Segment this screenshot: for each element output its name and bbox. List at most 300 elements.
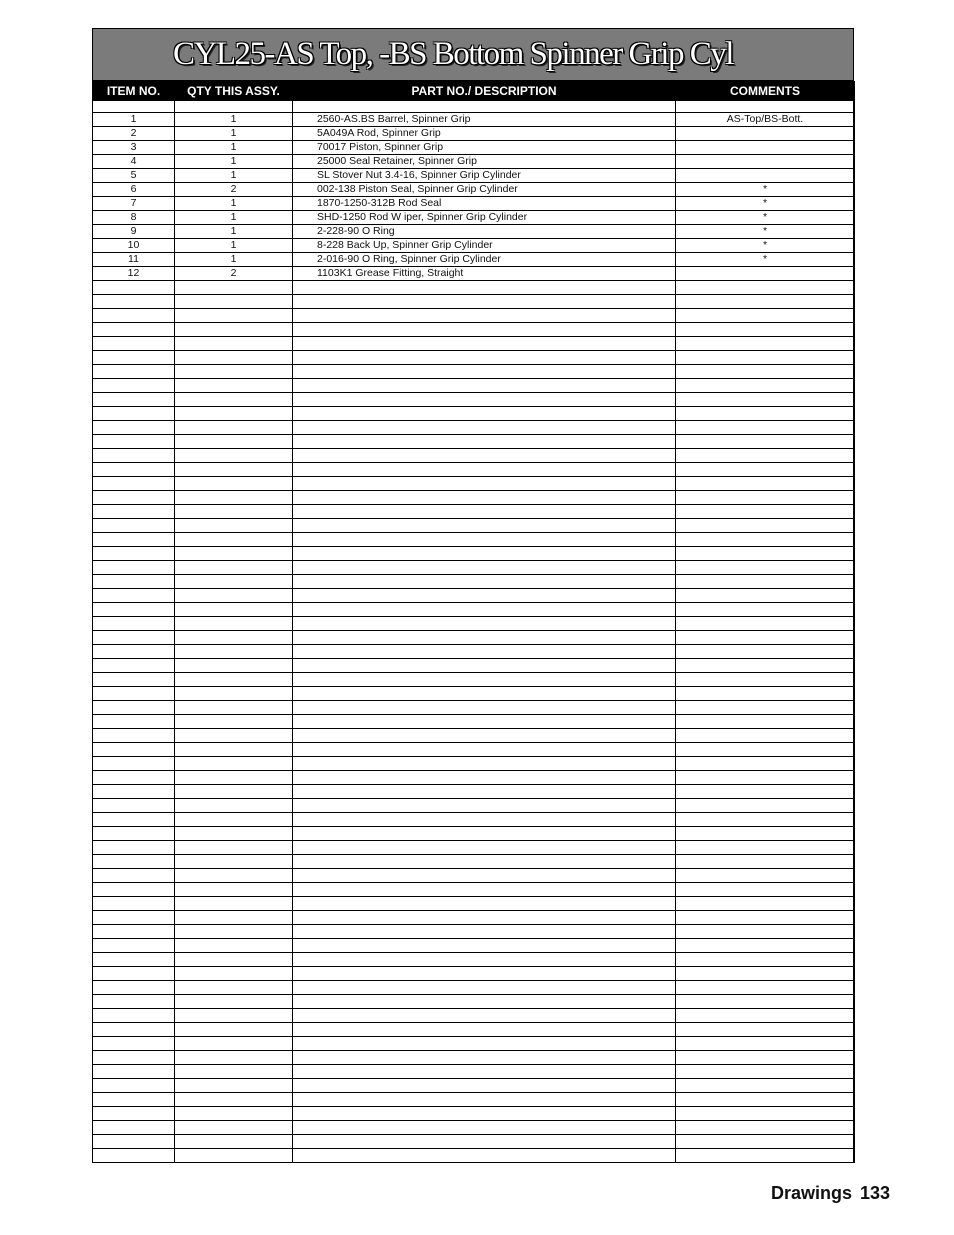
empty-cell: [293, 715, 676, 729]
empty-cell: [93, 869, 175, 883]
parts-list-sheet: [92, 28, 854, 1163]
empty-cell: [676, 519, 855, 533]
footer-section: Drawings: [771, 1183, 853, 1203]
cell-item-no: 5: [93, 169, 175, 183]
cell-item-no: 2: [93, 127, 175, 141]
empty-cell: [293, 855, 676, 869]
cell-part-description: 5A049A Rod, Spinner Grip: [293, 127, 676, 141]
empty-cell: [676, 1121, 855, 1135]
empty-cell: [293, 785, 676, 799]
empty-cell: [93, 617, 175, 631]
empty-cell: [93, 715, 175, 729]
empty-cell: [93, 1037, 175, 1051]
empty-cell: [676, 463, 855, 477]
cell-part-description: 1103K1 Grease Fitting, Straight: [293, 267, 676, 281]
cell-item-no: 11: [93, 253, 175, 267]
empty-cell: [175, 743, 293, 757]
empty-cell: [175, 1121, 293, 1135]
cell-comment: [676, 169, 855, 183]
empty-cell: [676, 1065, 855, 1079]
empty-cell: [676, 477, 855, 491]
empty-table-row: [93, 463, 855, 477]
cell-qty: 1: [175, 141, 293, 155]
empty-cell: [93, 1079, 175, 1093]
empty-table-row: [93, 407, 855, 421]
empty-cell: [676, 449, 855, 463]
table-row: [93, 127, 855, 141]
cell-item-no: 6: [93, 183, 175, 197]
empty-cell: [93, 1107, 175, 1121]
empty-table-row: [93, 337, 855, 351]
cell-item-no: 9: [93, 225, 175, 239]
empty-cell: [175, 295, 293, 309]
empty-cell: [175, 365, 293, 379]
empty-table-row: [93, 1079, 855, 1093]
empty-table-row: [93, 1121, 855, 1135]
empty-cell: [175, 981, 293, 995]
empty-cell: [93, 393, 175, 407]
empty-table-row: [93, 1037, 855, 1051]
empty-cell: [93, 925, 175, 939]
cell-qty: 1: [175, 127, 293, 141]
empty-cell: [93, 295, 175, 309]
empty-cell: [175, 813, 293, 827]
empty-cell: [175, 729, 293, 743]
empty-cell: [175, 393, 293, 407]
empty-table-row: [93, 365, 855, 379]
page-footer: [771, 1183, 890, 1204]
empty-cell: [175, 687, 293, 701]
empty-cell: [293, 911, 676, 925]
empty-cell: [93, 995, 175, 1009]
empty-cell: [175, 701, 293, 715]
empty-cell: [93, 407, 175, 421]
empty-cell: [293, 995, 676, 1009]
cell-item-no: 4: [93, 155, 175, 169]
empty-cell: [93, 519, 175, 533]
empty-cell: [93, 687, 175, 701]
cell-comment: [676, 127, 855, 141]
table-header-row: [93, 82, 855, 101]
empty-cell: [93, 729, 175, 743]
empty-cell: [175, 519, 293, 533]
empty-table-row: [93, 771, 855, 785]
empty-cell: [93, 855, 175, 869]
empty-cell: [293, 939, 676, 953]
empty-cell: [93, 365, 175, 379]
empty-cell: [175, 939, 293, 953]
empty-cell: [293, 1065, 676, 1079]
empty-table-row: [93, 897, 855, 911]
empty-table-row: [93, 617, 855, 631]
empty-table-row: [93, 939, 855, 953]
empty-cell: [93, 785, 175, 799]
empty-cell: [293, 1149, 676, 1163]
empty-cell: [93, 533, 175, 547]
empty-cell: [293, 351, 676, 365]
empty-cell: [676, 631, 855, 645]
empty-table-row: [93, 687, 855, 701]
empty-cell: [676, 365, 855, 379]
empty-cell: [293, 617, 676, 631]
empty-cell: [93, 435, 175, 449]
empty-cell: [676, 505, 855, 519]
cell-qty: 2: [175, 267, 293, 281]
empty-cell: [293, 477, 676, 491]
empty-table-row: [93, 561, 855, 575]
empty-table-row: [93, 1009, 855, 1023]
empty-cell: [93, 827, 175, 841]
empty-cell: [676, 785, 855, 799]
empty-cell: [676, 743, 855, 757]
empty-cell: [93, 897, 175, 911]
empty-cell: [293, 1023, 676, 1037]
empty-cell: [293, 449, 676, 463]
column-header-item-no: ITEM NO.: [93, 82, 175, 101]
cell-qty: 1: [175, 253, 293, 267]
empty-cell: [175, 323, 293, 337]
empty-cell: [175, 281, 293, 295]
empty-cell: [293, 841, 676, 855]
empty-cell: [93, 757, 175, 771]
empty-cell: [175, 771, 293, 785]
empty-cell: [93, 631, 175, 645]
empty-cell: [93, 589, 175, 603]
empty-cell: [293, 827, 676, 841]
empty-cell: [93, 645, 175, 659]
empty-table-row: [93, 841, 855, 855]
empty-table-row: [93, 785, 855, 799]
empty-cell: [676, 1149, 855, 1163]
empty-cell: [676, 673, 855, 687]
empty-cell: [175, 1009, 293, 1023]
empty-cell: [676, 1009, 855, 1023]
empty-cell: [93, 967, 175, 981]
empty-cell: [293, 295, 676, 309]
cell-qty: 1: [175, 113, 293, 127]
empty-table-row: [93, 393, 855, 407]
empty-cell: [175, 869, 293, 883]
empty-cell: [175, 449, 293, 463]
cell-qty: 1: [175, 225, 293, 239]
empty-table-row: [93, 295, 855, 309]
empty-cell: [293, 659, 676, 673]
cell-part-description: 8-228 Back Up, Spinner Grip Cylinder: [293, 239, 676, 253]
empty-cell: [93, 547, 175, 561]
empty-table-row: [93, 491, 855, 505]
empty-cell: [676, 827, 855, 841]
empty-table-row: [93, 1149, 855, 1163]
empty-cell: [93, 1149, 175, 1163]
cell-qty: 1: [175, 169, 293, 183]
empty-cell: [93, 323, 175, 337]
empty-cell: [93, 701, 175, 715]
empty-cell: [676, 645, 855, 659]
empty-cell: [676, 925, 855, 939]
empty-cell: [676, 379, 855, 393]
table-row: [93, 225, 855, 239]
empty-table-row: [93, 911, 855, 925]
empty-cell: [676, 491, 855, 505]
empty-cell: [676, 533, 855, 547]
cell-comment: *: [676, 239, 855, 253]
empty-cell: [293, 701, 676, 715]
empty-cell: [93, 309, 175, 323]
empty-table-row: [93, 925, 855, 939]
empty-cell: [93, 603, 175, 617]
cell-part-description: 1870-1250-312B Rod Seal: [293, 197, 676, 211]
empty-cell: [293, 953, 676, 967]
empty-cell: [676, 897, 855, 911]
empty-table-row: [93, 1065, 855, 1079]
empty-table-row: [93, 967, 855, 981]
empty-cell: [293, 631, 676, 645]
empty-cell: [293, 883, 676, 897]
cell-qty: 1: [175, 211, 293, 225]
empty-cell: [293, 869, 676, 883]
empty-table-row: [93, 421, 855, 435]
empty-table-row: [93, 281, 855, 295]
empty-cell: [93, 953, 175, 967]
empty-cell: [293, 435, 676, 449]
empty-table-row: [93, 855, 855, 869]
empty-cell: [676, 295, 855, 309]
empty-cell: [293, 365, 676, 379]
empty-cell: [676, 813, 855, 827]
empty-table-row: [93, 757, 855, 771]
cell-qty: 2: [175, 183, 293, 197]
empty-cell: [676, 1051, 855, 1065]
empty-cell: [93, 561, 175, 575]
empty-cell: [175, 757, 293, 771]
empty-cell: [175, 505, 293, 519]
empty-table-row: [93, 309, 855, 323]
empty-cell: [93, 1023, 175, 1037]
empty-table-row: [93, 435, 855, 449]
empty-cell: [175, 827, 293, 841]
empty-cell: [293, 1135, 676, 1149]
empty-cell: [175, 799, 293, 813]
empty-cell: [293, 967, 676, 981]
empty-cell: [93, 883, 175, 897]
empty-cell: [175, 547, 293, 561]
empty-cell: [175, 715, 293, 729]
empty-cell: [293, 407, 676, 421]
column-header-part: PART NO./ DESCRIPTION: [293, 82, 676, 101]
empty-cell: [293, 1009, 676, 1023]
empty-cell: [293, 547, 676, 561]
empty-table-row: [93, 883, 855, 897]
table-row: [93, 169, 855, 183]
empty-table-row: [93, 1135, 855, 1149]
cell-part-description: 2560-AS.BS Barrel, Spinner Grip: [293, 113, 676, 127]
empty-cell: [93, 463, 175, 477]
empty-table-row: [93, 799, 855, 813]
empty-cell: [676, 309, 855, 323]
empty-cell: [293, 603, 676, 617]
empty-cell: [676, 967, 855, 981]
cell-part-description: 70017 Piston, Spinner Grip: [293, 141, 676, 155]
empty-cell: [175, 617, 293, 631]
empty-cell: [175, 379, 293, 393]
empty-cell: [93, 799, 175, 813]
empty-table-row: [93, 575, 855, 589]
empty-cell: [293, 589, 676, 603]
empty-cell: [293, 1037, 676, 1051]
table-row: [93, 113, 855, 127]
empty-table-row: [93, 631, 855, 645]
empty-cell: [175, 1051, 293, 1065]
cell-part-description: 2-228-90 O Ring: [293, 225, 676, 239]
cell-comment: *: [676, 225, 855, 239]
table-row: [93, 197, 855, 211]
empty-cell: [676, 575, 855, 589]
empty-cell: [293, 729, 676, 743]
empty-cell: [175, 1135, 293, 1149]
empty-cell: [293, 813, 676, 827]
empty-cell: [293, 799, 676, 813]
empty-table-row: [93, 519, 855, 533]
empty-cell: [676, 869, 855, 883]
empty-cell: [93, 281, 175, 295]
empty-cell: [93, 421, 175, 435]
empty-cell: [676, 1135, 855, 1149]
empty-cell: [676, 1037, 855, 1051]
empty-cell: [676, 1107, 855, 1121]
empty-cell: [676, 771, 855, 785]
empty-cell: [293, 1107, 676, 1121]
empty-cell: [175, 407, 293, 421]
empty-cell: [93, 575, 175, 589]
cell-comment: *: [676, 197, 855, 211]
empty-cell: [93, 813, 175, 827]
table-row: [93, 183, 855, 197]
footer-page-number: 133: [860, 1183, 891, 1203]
empty-cell: [293, 491, 676, 505]
empty-cell: [293, 575, 676, 589]
empty-cell: [93, 491, 175, 505]
empty-cell: [676, 589, 855, 603]
empty-table-row: [93, 743, 855, 757]
empty-cell: [676, 855, 855, 869]
column-header-qty: QTY THIS ASSY.: [175, 82, 293, 101]
empty-cell: [175, 911, 293, 925]
cell-comment: *: [676, 253, 855, 267]
empty-cell: [93, 505, 175, 519]
empty-cell: [93, 1009, 175, 1023]
empty-cell: [293, 519, 676, 533]
table-row-spacer: [93, 101, 855, 113]
empty-cell: [676, 687, 855, 701]
empty-table-row: [93, 729, 855, 743]
empty-cell: [175, 631, 293, 645]
empty-cell: [293, 645, 676, 659]
empty-cell: [293, 281, 676, 295]
empty-cell: [293, 687, 676, 701]
empty-cell: [175, 995, 293, 1009]
empty-cell: [676, 617, 855, 631]
empty-cell: [175, 645, 293, 659]
empty-cell: [93, 1093, 175, 1107]
empty-table-row: [93, 449, 855, 463]
empty-table-row: [93, 351, 855, 365]
empty-cell: [676, 757, 855, 771]
cell-qty: 1: [175, 155, 293, 169]
empty-cell: [293, 925, 676, 939]
empty-cell: [93, 351, 175, 365]
table-row: [93, 253, 855, 267]
empty-table-row: [93, 827, 855, 841]
empty-cell: [676, 659, 855, 673]
empty-cell: [676, 337, 855, 351]
empty-cell: [175, 309, 293, 323]
empty-cell: [93, 911, 175, 925]
empty-cell: [175, 883, 293, 897]
cell-part-description: SHD-1250 Rod W iper, Spinner Grip Cylinder: [293, 211, 676, 225]
empty-cell: [175, 1149, 293, 1163]
cell-part-description: 2-016-90 O Ring, Spinner Grip Cylinder: [293, 253, 676, 267]
empty-cell: [676, 435, 855, 449]
empty-cell: [676, 1093, 855, 1107]
empty-cell: [93, 939, 175, 953]
empty-cell: [676, 393, 855, 407]
empty-cell: [676, 799, 855, 813]
empty-cell: [175, 561, 293, 575]
empty-cell: [676, 995, 855, 1009]
empty-cell: [293, 1079, 676, 1093]
empty-table-row: [93, 505, 855, 519]
empty-cell: [175, 785, 293, 799]
empty-table-row: [93, 1093, 855, 1107]
empty-cell: [93, 1121, 175, 1135]
empty-cell: [676, 1023, 855, 1037]
empty-cell: [676, 715, 855, 729]
empty-table-row: [93, 701, 855, 715]
cell-comment: [676, 155, 855, 169]
empty-table-row: [93, 645, 855, 659]
empty-cell: [293, 743, 676, 757]
empty-cell: [93, 337, 175, 351]
empty-cell: [293, 337, 676, 351]
empty-table-row: [93, 589, 855, 603]
table-row: [93, 141, 855, 155]
table-body: [93, 101, 855, 1163]
empty-table-row: [93, 477, 855, 491]
cell-part-description: SL Stover Nut 3.4-16, Spinner Grip Cylinder: [293, 169, 676, 183]
empty-cell: [676, 1079, 855, 1093]
empty-cell: [93, 1051, 175, 1065]
empty-cell: [293, 1051, 676, 1065]
empty-cell: [93, 673, 175, 687]
empty-table-row: [93, 323, 855, 337]
empty-cell: [175, 967, 293, 981]
empty-cell: [175, 1065, 293, 1079]
parts-table: [92, 81, 855, 1163]
empty-table-row: [93, 995, 855, 1009]
empty-cell: [676, 939, 855, 953]
empty-cell: [293, 561, 676, 575]
empty-cell: [676, 407, 855, 421]
empty-cell: [175, 1023, 293, 1037]
empty-cell: [293, 533, 676, 547]
empty-cell: [175, 575, 293, 589]
empty-cell: [175, 477, 293, 491]
empty-cell: [676, 323, 855, 337]
cell-comment: [676, 141, 855, 155]
cell-part-description: 002-138 Piston Seal, Spinner Grip Cylinder: [293, 183, 676, 197]
empty-cell: [175, 855, 293, 869]
empty-cell: [293, 463, 676, 477]
